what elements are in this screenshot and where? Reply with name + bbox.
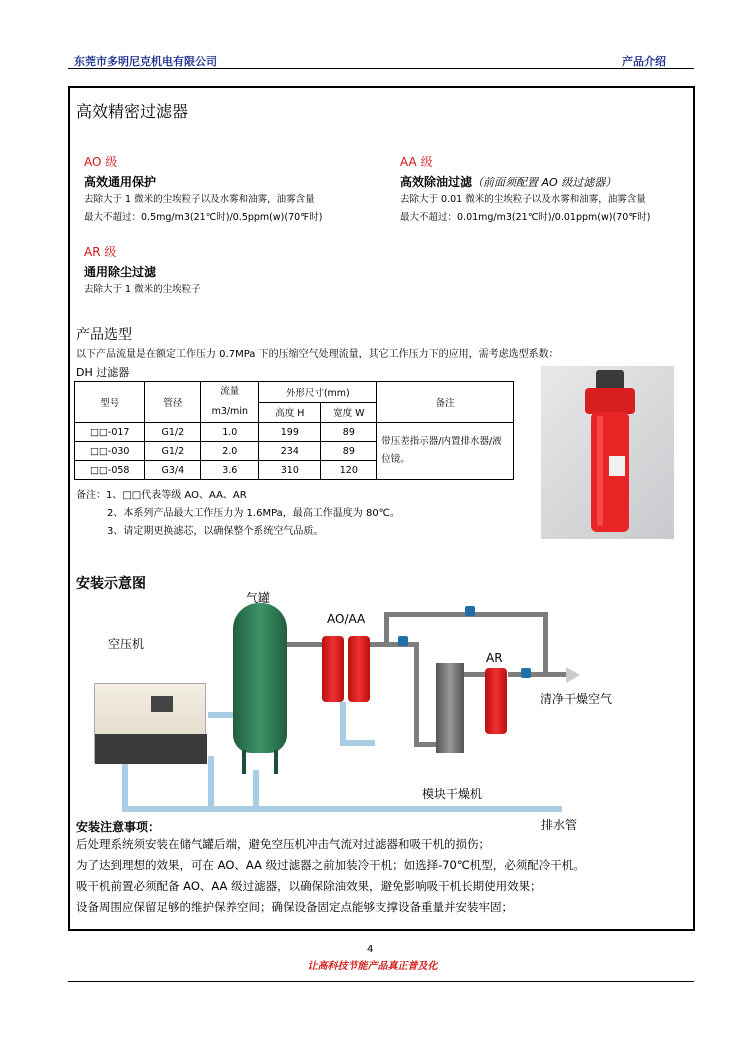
ar-desc1: 去除大于 1 微米的尘埃粒子 <box>84 284 201 295</box>
air-pipe <box>368 642 418 647</box>
air-pipe <box>284 642 324 647</box>
th-pipe: 管径 <box>145 382 201 423</box>
ao-aa-label: AO/AA <box>327 612 366 626</box>
ao-desc2: 最大不超过：0.5mg/m3(21℃时)/0.5ppm(w)(70℉时) <box>84 212 323 223</box>
aa-grade: AA 级 <box>400 155 433 169</box>
ao-desc1: 去除大于 1 微米的尘埃粒子以及水雾和油雾，油雾含量 <box>84 194 315 205</box>
ar-filter <box>485 668 507 734</box>
th-remark: 备注 <box>377 382 514 423</box>
th-model: 型号 <box>75 382 145 423</box>
aa-filter <box>348 636 370 702</box>
aa-desc2: 最大不超过：0.01mg/m3(21℃时)/0.01ppm(w)(70℉时) <box>400 212 651 223</box>
air-pipe <box>508 672 566 677</box>
th-height: 高度 H <box>259 402 321 423</box>
ao-grade: AO 级 <box>84 155 118 169</box>
compressor-base <box>95 734 207 764</box>
th-flow-label: 流量 <box>220 386 240 397</box>
page-number: 4 <box>367 944 374 955</box>
control-panel-icon <box>151 696 173 712</box>
drain-pipe <box>208 756 214 812</box>
install-note: 后处理系统须安装在储气罐后端，避免空压机冲击气流对过滤器和吸干机的损伤； <box>76 837 490 851</box>
cell-model: □□-058 <box>75 461 145 480</box>
filter-photo <box>541 366 674 539</box>
table-title: DH 过滤器 <box>76 366 130 379</box>
cell-flow: 2.0 <box>201 442 259 461</box>
valve-icon <box>398 636 408 646</box>
air-pipe <box>543 612 548 677</box>
drain-pipe <box>253 770 259 810</box>
th-flow <box>201 382 259 423</box>
footer-slogan: 让高科技节能产品真正普及化 <box>307 961 438 972</box>
tank-label: 气罐 <box>246 591 271 605</box>
drain-pipe <box>340 740 375 746</box>
cell-width: 89 <box>321 423 377 442</box>
th-dims: 外形尺寸(mm) <box>259 382 377 403</box>
page-title: 高效精密过滤器 <box>76 102 189 121</box>
filter-photo-icon <box>541 366 674 539</box>
cell-model: □□-017 <box>75 423 145 442</box>
drain-label: 排水管 <box>541 818 578 832</box>
drain-pipe <box>122 806 562 812</box>
ar-grade: AR 级 <box>84 245 117 259</box>
drain-pipe <box>340 702 346 740</box>
valve-icon <box>521 668 531 678</box>
section-name: 产品介绍 <box>622 55 666 68</box>
install-note: 设备周围应保留足够的维护保养空间；确保设备固定点能够支撑设备重量并安装牢固； <box>76 900 513 914</box>
th-width: 宽度 W <box>321 402 377 423</box>
cell-model: □□-030 <box>75 442 145 461</box>
compressor <box>94 683 206 763</box>
air-pipe <box>414 742 438 747</box>
dryer-label: 模块干燥机 <box>422 787 483 801</box>
tank-leg <box>242 750 246 774</box>
th-flow-unit: m3/min <box>211 406 248 417</box>
spec-table <box>74 381 514 480</box>
cell-flow: 3.6 <box>201 461 259 480</box>
desiccant-dryer <box>436 663 464 753</box>
footer-divider <box>68 981 694 982</box>
install-title: 安装示意图 <box>76 576 146 592</box>
company-name: 东莞市多明尼克机电有限公司 <box>74 55 217 68</box>
aa-name: 高效除油过滤 <box>400 175 473 189</box>
cell-height: 199 <box>259 423 321 442</box>
cell-height: 234 <box>259 442 321 461</box>
cell-flow: 1.0 <box>201 423 259 442</box>
air-tank <box>233 603 287 753</box>
ar-label: AR <box>486 651 503 665</box>
cell-width: 89 <box>321 442 377 461</box>
cell-width: 120 <box>321 461 377 480</box>
tank-leg <box>274 750 278 774</box>
table-note-1: 备注：1、□□代表等级 AO、AA、AR <box>76 490 247 501</box>
cell-pipe: G1/2 <box>145 423 201 442</box>
table-note-3: 3、请定期更换滤芯，以确保整个系统空气品质。 <box>107 526 324 537</box>
install-note: 为了达到理想的效果，可在 AO、AA 级过滤器之前加装冷干机；如选择-70℃机型，必须配冷干机。 <box>76 858 585 872</box>
clean-air-label: 清净干燥空气 <box>540 692 613 706</box>
cell-remark: 带压差指示器/内置排水器/液位镜。 <box>377 423 514 480</box>
ao-name: 高效通用保护 <box>84 175 157 189</box>
drain-pipe <box>122 756 128 812</box>
arrow-right-icon <box>566 667 580 683</box>
compressor-label: 空压机 <box>108 637 145 651</box>
selection-title: 产品选型 <box>76 327 132 343</box>
cell-height: 310 <box>259 461 321 480</box>
air-pipe <box>414 642 419 747</box>
cell-pipe: G3/4 <box>145 461 201 480</box>
cell-pipe: G1/2 <box>145 442 201 461</box>
aa-desc1: 去除大于 0.01 微米的尘埃粒子以及水雾和油雾，油雾含量 <box>400 194 646 205</box>
aa-name-block <box>400 173 616 190</box>
table-row <box>75 423 514 442</box>
aa-name-note: （前面须配置 AO 级过滤器） <box>472 176 617 189</box>
ao-filter <box>322 636 344 702</box>
valve-icon <box>465 606 475 616</box>
install-note: 吸干机前置必须配备 AO、AA 级过滤器，以确保除油效果，避免影响吸干机长期使用效果； <box>76 879 542 893</box>
selection-intro: 以下产品流量是在额定工作压力 0.7MPa 下的压缩空气处理流量，其它工作压力下的应用，需考虑选型系数： <box>76 349 559 360</box>
install-notes-title: 安装注意事项： <box>76 820 161 834</box>
table-note-2: 2、本系列产品最大工作压力为 1.6MPa，最高工作温度为 80℃。 <box>107 508 400 519</box>
header-divider <box>68 68 694 69</box>
ar-name: 通用除尘过滤 <box>84 265 157 279</box>
